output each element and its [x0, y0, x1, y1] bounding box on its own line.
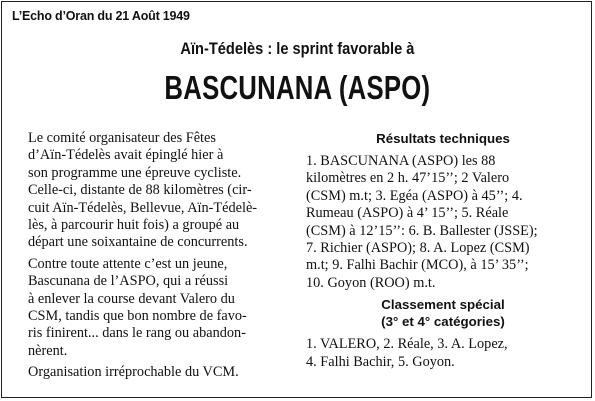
left-column — [28, 130, 292, 386]
text-line: Organisation irréprochable du VCM. — [28, 364, 239, 381]
paragraph-1 — [28, 130, 292, 252]
text-line: à enlever la course devant Valero du — [28, 290, 235, 307]
result-line: Rumeau (ASPO) à 4’ 15’’; 5. Réale — [306, 205, 509, 222]
classement-heading: Classement spécial — [381, 297, 505, 313]
text-line: Celle-ci, distante de 88 kilomètres (cir- — [28, 182, 252, 199]
text-line: CSM, tandis que bon nombre de favo- — [28, 308, 247, 325]
classement-line: 4. Falhi Bachir, 5. Goyon. — [306, 353, 455, 370]
result-line: (CSM) m.t; 3. Egéa (ASPO) à 45’’; 4. — [306, 187, 523, 204]
result-line: 1. BASCUNANA (ASPO) les 88 — [306, 153, 496, 169]
results-heading: Résultats techniques — [376, 131, 510, 146]
result-line: 10. Goyon (ROO) m.t. — [306, 274, 436, 291]
classement-list — [302, 336, 584, 371]
text-line: départ une soixantaine de concurrents. — [28, 234, 248, 251]
text-line: lès, à parcourir huit fois) a groupé au — [28, 217, 240, 234]
result-line: 7. Richier (ASPO); 8. A. Lopez (CSM) — [306, 240, 530, 257]
text-line: Le comité organisateur des Fêtes — [28, 130, 216, 146]
right-column — [302, 130, 584, 371]
paragraph-2 — [28, 256, 292, 360]
result-line: m.t; 9. Falhi Bachir (MCO), à 15’ 35’’; — [306, 257, 529, 274]
text-line: ris finirent... dans le rang ou abandon- — [28, 325, 246, 342]
text-line: son programme une épreuve cycliste. — [28, 164, 242, 181]
classement-subheading: (3° et 4° catégories) — [381, 314, 505, 330]
newspaper-source: L’Echo d’Oran du 21 Août 1949 — [12, 9, 190, 23]
text-line: Contre toute attente c’est un jeune, — [28, 255, 228, 272]
paragraph-3 — [28, 364, 292, 381]
result-line: (CSM) à 12’15’’: 6. B. Ballester (JSSE); — [306, 222, 538, 239]
article-subtitle: Aïn-Tédelès : le sprint favorable à — [180, 39, 415, 58]
classement-line: 1. VALERO, 2. Réale, 3. A. Lopez, — [306, 336, 508, 353]
result-line: kilomètres en 2 h. 47’15’’; 2 Valero — [306, 170, 510, 187]
text-line: nèrent. — [28, 342, 68, 359]
text-line: Bascunana de l’ASPO, qui a réussi — [28, 273, 229, 290]
text-line: d’Aïn-Tédelès avait épinglé hier à — [28, 147, 224, 164]
text-line: cuit Aïn-Tédelès, Bellevue, Aïn-Tédelè- — [28, 199, 258, 216]
results-list — [302, 153, 584, 292]
article-title: BASCUNANA (ASPO) — [164, 69, 431, 106]
